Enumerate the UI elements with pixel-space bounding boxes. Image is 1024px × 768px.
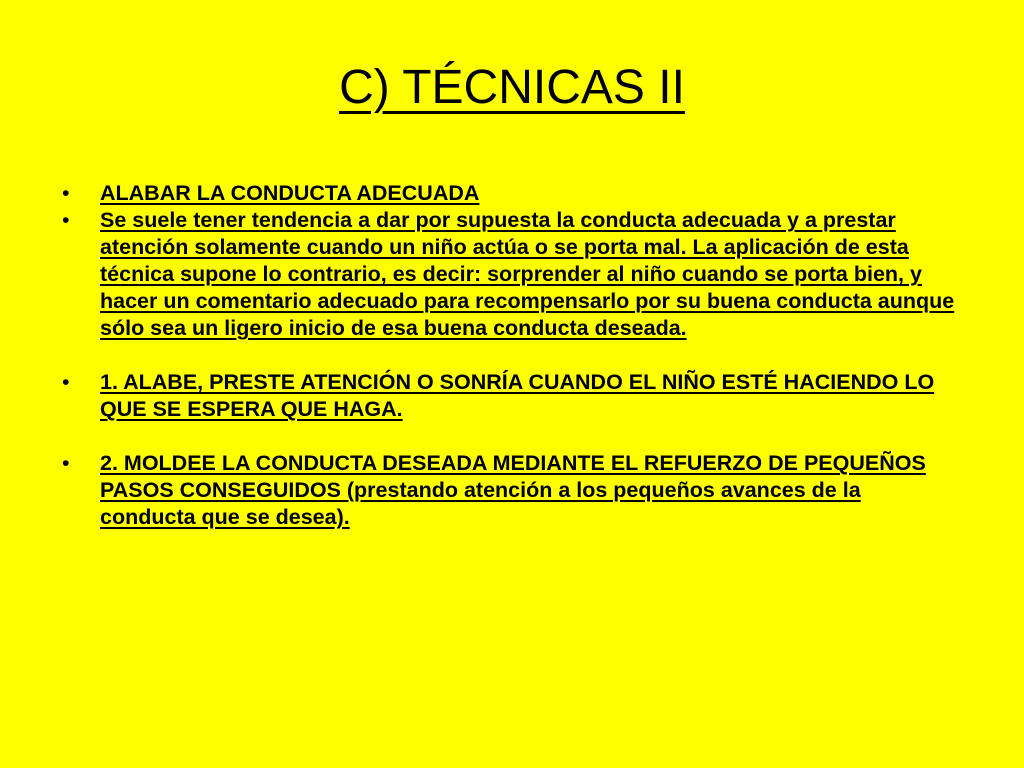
bullet-item [62,207,962,342]
bullet-list [62,180,962,531]
bullet-icon: • [62,181,70,205]
slide-title [0,58,1024,118]
bullet-text: Se suele tener tendencia a dar por supuesta la conducta adecuada y a prestar atención solamente cuando un niño actúa o se porta mal. La aplicación de esta técnica supone lo contrario, es decir: sorprender al niño cuando se porta bien, y hacer un comentario adecuado para recompensarlo por su buena conducta aunque sólo sea un ligero inicio de esa buena conducta deseada. [100,208,955,340]
bullet-text: 2. MOLDEE LA CONDUCTA DESEADA MEDIANTE EL REFUERZO DE PEQUEÑOS PASOS CONSEGUIDOS (prestando atención a los pequeños avances de la conducta que se desea). [100,451,926,529]
bullet-item [62,369,962,423]
bullet-icon: • [62,451,70,475]
bullet-item [62,180,962,207]
bullet-item [62,450,962,531]
slide-title-text: C) TÉCNICAS II [339,61,685,114]
bullet-text: 1. ALABE, PRESTE ATENCIÓN O SONRÍA CUANDO EL NIÑO ESTÉ HACIENDO LO QUE SE ESPERA QUE HAGA. [100,370,935,421]
bullet-icon: • [62,370,70,394]
bullet-icon: • [62,208,70,232]
bullet-text: ALABAR LA CONDUCTA ADECUADA [100,181,480,205]
